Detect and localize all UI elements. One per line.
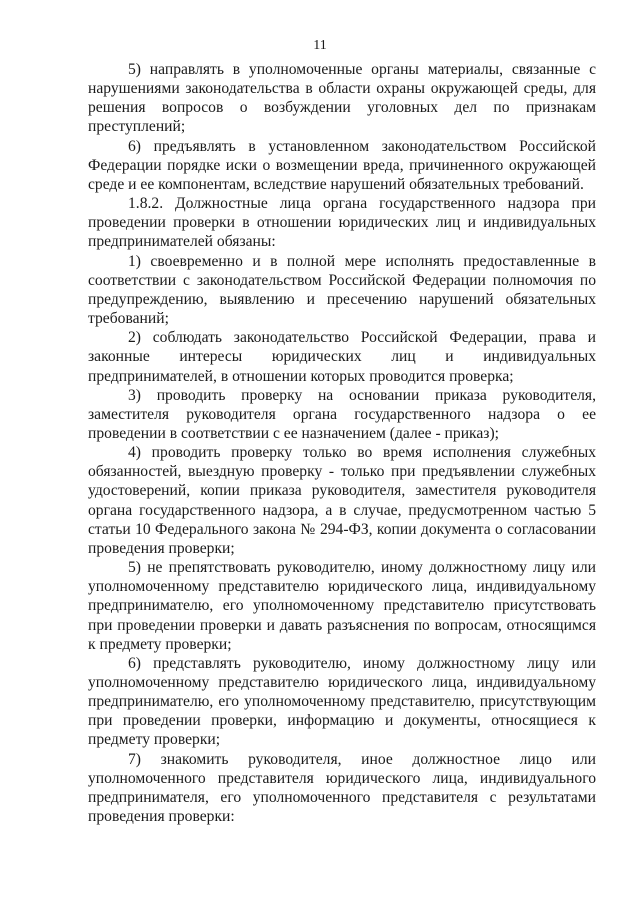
paragraph-duty-4: 4) проводить проверку только во время исполнения служебных обязанностей, выездную проверку - только при предъявлении служебных удостоверений, копии приказа руководителя, заместителя руководителя органа государственного надзора, а в случае, предусмотренном частью 5 статьи 10 Федерального закона № 294-ФЗ, копии документа о согласовании проведения проверки;: [88, 444, 596, 557]
paragraph-powers-5: 5) направлять в уполномоченные органы материалы, связанные с нарушениями законодательства в области охраны окружающей среды, для решения вопросов о возбуждении уголовных дел по признакам преступлений;: [88, 61, 596, 136]
paragraph-duty-1: 1) своевременно и в полной мере исполнять предоставленные в соответствии с законодательством Российской Федерации полномочия по предупреждению, выявлению и пресечению нарушений обязательных требований;: [88, 252, 596, 328]
paragraph-section-1-8-2: 1.8.2. Должностные лица органа государственного надзора при проведении проверки в отношении юридических лиц и индивидуальных предпринимателей обязаны:: [88, 195, 596, 251]
paragraph-duty-3: 3) проводить проверку на основании приказа руководителя, заместителя руководителя органа государственного надзора о ее проведении в соответствии с ее назначением (далее - приказ);: [88, 386, 596, 442]
paragraph-duty-6: 6) представлять руководителю, иному должностному лицу или уполномоченному представителю юридического лица, индивидуальному предпринимателю, его уполномоченному представителю, присутствующим при проведении проверки, информацию и документы, относящиеся к предмету проверки;: [88, 654, 596, 749]
paragraph-powers-6: 6) предъявлять в установленном законодательством Российской Федерации порядке иски о возмещении вреда, причиненного окружающей среде и ее компонентам, вследствие нарушений обязательных требований.: [88, 137, 596, 193]
paragraph-duty-2: 2) соблюдать законодательство Российской Федерации, права и законные интересы юридических лиц и индивидуальных предпринимателей, в отношении которых проводится проверка;: [88, 329, 596, 385]
paragraph-duty-7: 7) знакомить руководителя, иное должностное лицо или уполномоченного представителя юридического лица, индивидуального предпринимателя, его уполномоченного представителя с результатами проведения проверки:: [88, 750, 596, 826]
paragraph-duty-5: 5) не препятствовать руководителю, иному должностному лицу или уполномоченному представителю юридического лица, индивидуальному предпринимателю, его уполномоченному представителю присутствовать при проведении проверки и давать разъяснения по вопросам, относящимся к предмету проверки;: [88, 559, 596, 653]
page-number: 11: [313, 38, 327, 53]
document-body: [88, 60, 596, 826]
